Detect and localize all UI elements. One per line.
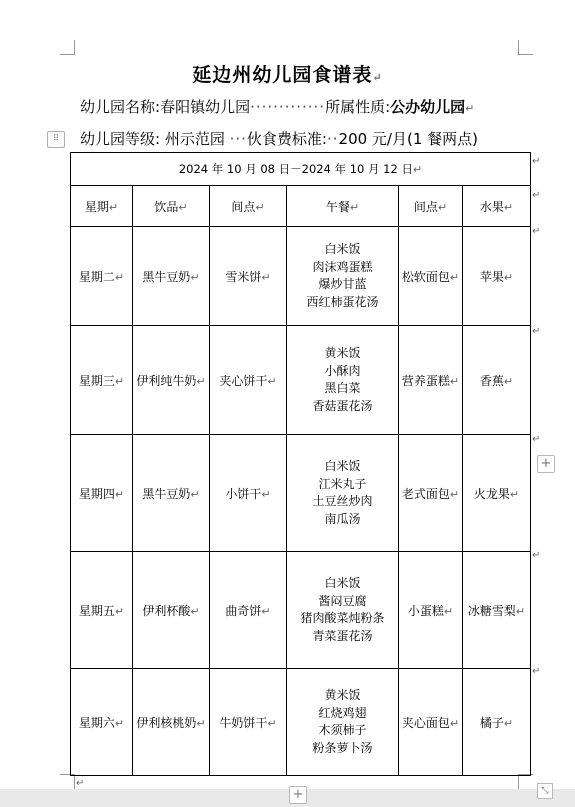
day-text: 星期六 (78, 715, 115, 730)
snack-text: 雪米饼 (225, 269, 262, 284)
fruit-text: 苹果 (479, 269, 504, 284)
fruit-cell[interactable] (463, 326, 531, 435)
day-text: 星期四 (78, 486, 115, 501)
paragraph-mark: ↵ (114, 716, 125, 730)
paragraph-mark: ↵ (503, 374, 514, 388)
lunch-item: 酱闷豆腐 (318, 593, 367, 608)
page-title[interactable] (0, 60, 575, 87)
fruit-text: 冰糖雪梨 (467, 603, 516, 618)
add-column-icon[interactable]: + (537, 455, 555, 473)
nature-value[interactable]: 公办幼儿园 (390, 98, 466, 116)
paragraph-mark: ↵ (449, 270, 460, 284)
header-day[interactable] (71, 186, 133, 227)
lunch-item: 香菇蛋花汤 (312, 398, 373, 413)
drink-text: 伊利核桃奶 (136, 715, 197, 730)
drink-text: 伊利纯牛奶 (136, 373, 197, 388)
level-dots: ··· (229, 130, 247, 148)
paragraph-mark: ↵ (261, 487, 271, 501)
fee-label[interactable]: 伙食费标准: (246, 130, 327, 148)
header-row (71, 186, 531, 227)
fee-dots: ·· (326, 130, 339, 148)
date-range-text: 2024 年 10 月 08 日－2024 年 10 月 12 日 (178, 162, 413, 176)
snack-text: 营养蛋糕 (401, 373, 450, 388)
crop-mark-bottom-right (518, 774, 533, 789)
day-cell[interactable] (71, 227, 133, 326)
header-fruit[interactable] (463, 186, 531, 227)
snack-text: 夹心饼干 (219, 373, 268, 388)
row-end-mark: ↵ (532, 550, 541, 561)
fruit-cell[interactable] (463, 669, 531, 776)
lunch-cell[interactable] (287, 552, 399, 669)
kindergarten-info-line[interactable] (80, 96, 474, 117)
lunch-item: 土豆丝炒肉 (312, 494, 373, 508)
lunch-cell[interactable] (287, 227, 399, 326)
name-value[interactable]: 春阳镇幼儿园 (160, 98, 251, 116)
fruit-text: 橘子 (479, 715, 504, 730)
header-snack2[interactable] (399, 186, 463, 227)
lunch-item: 肉沫鸡蛋糕 (312, 259, 373, 274)
snack1-cell[interactable] (210, 669, 287, 776)
paragraph-mark: ↵ (503, 200, 514, 214)
snack-text: 曲奇饼 (225, 603, 262, 618)
level-value[interactable]: 州示范园 (160, 130, 230, 148)
paragraph-mark: ↵ (261, 270, 271, 284)
name-dots: ············· (250, 98, 326, 116)
add-row-icon[interactable]: + (289, 786, 307, 804)
paragraph-mark: ↵ (114, 270, 125, 284)
day-text: 星期二 (78, 269, 115, 284)
paragraph-mark: ↵ (503, 716, 514, 730)
row-end-mark: ↵ (532, 326, 541, 337)
table-row (71, 435, 531, 552)
fruit-cell[interactable] (463, 552, 531, 669)
row-end-mark: ↵ (532, 434, 541, 445)
snack-text: 松软面包 (401, 269, 450, 284)
drink-text: 黑牛豆奶 (142, 486, 191, 501)
day-text: 星期三 (78, 373, 115, 388)
lunch-item: 黄米饭 (324, 346, 361, 360)
lunch-cell[interactable] (287, 669, 399, 776)
paragraph-mark: ↵ (372, 71, 383, 84)
header-text: 午餐 (325, 199, 350, 214)
paragraph-mark: ↵ (178, 200, 188, 214)
snack-text: 老式面包 (401, 486, 450, 501)
snack2-cell[interactable] (399, 435, 463, 552)
title-text[interactable]: 延边州幼儿园食谱表 (192, 64, 373, 86)
day-cell[interactable] (71, 326, 133, 435)
lunch-item: 红烧鸡翅 (318, 705, 367, 720)
paragraph-mark: ↵ (114, 374, 125, 388)
lunch-item: 白米饭 (324, 242, 361, 256)
crop-mark-top-left (60, 40, 75, 55)
lunch-item: 南瓜汤 (324, 511, 361, 526)
lunch-item: 猪肉酸菜炖粉条 (300, 611, 385, 625)
day-cell[interactable] (71, 435, 133, 552)
document-end-mark: ↵ (76, 778, 85, 789)
lunch-item: 黑白菜 (324, 381, 361, 395)
level-label[interactable]: 幼儿园等级: (80, 130, 161, 148)
nature-label[interactable]: 所属性质: (325, 98, 391, 116)
paragraph-mark: ↵ (267, 716, 277, 730)
snack2-cell[interactable] (399, 326, 463, 435)
paragraph-mark: ↵ (108, 200, 119, 214)
snack-text: 夹心面包 (401, 715, 450, 730)
header-text: 间点 (413, 199, 438, 214)
fruit-cell[interactable] (463, 227, 531, 326)
paragraph-mark: ↵ (509, 487, 520, 501)
row-end-mark: ↵ (532, 190, 541, 201)
row-end-mark: ↵ (532, 666, 541, 677)
drink-cell[interactable] (133, 326, 210, 435)
crop-mark-bottom-left (60, 774, 75, 789)
snack2-cell[interactable] (399, 552, 463, 669)
row-end-mark: ↵ (532, 156, 541, 167)
drink-text: 黑牛豆奶 (142, 269, 191, 284)
snack1-cell[interactable] (210, 435, 287, 552)
menu-table[interactable] (70, 152, 531, 776)
table-resize-icon[interactable]: ⤡ (537, 783, 553, 799)
paragraph-mark: ↵ (114, 487, 125, 501)
lunch-item: 江米丸子 (318, 476, 367, 491)
header-drink[interactable] (133, 186, 210, 227)
paragraph-mark: ↵ (503, 270, 514, 284)
fruit-text: 火龙果 (473, 486, 510, 501)
table-row (71, 552, 531, 669)
lunch-item: 白米饭 (324, 576, 361, 590)
paragraph-mark: ↵ (515, 604, 526, 618)
header-text: 星期 (84, 199, 109, 214)
fruit-text: 香蕉 (479, 373, 504, 388)
paragraph-mark: ↵ (267, 374, 277, 388)
drink-text: 伊利杯酸 (142, 603, 191, 618)
drink-cell[interactable] (133, 435, 210, 552)
date-range-cell[interactable] (71, 153, 531, 186)
paragraph-mark: ↵ (349, 200, 360, 214)
drink-cell[interactable] (133, 227, 210, 326)
status-bar (0, 789, 575, 807)
paragraph-mark: ↵ (412, 163, 423, 176)
table-row (71, 326, 531, 435)
snack1-cell[interactable] (210, 552, 287, 669)
day-cell[interactable] (71, 552, 133, 669)
header-text: 水果 (479, 199, 504, 214)
paragraph-mark: ↵ (449, 487, 460, 501)
paragraph-mark: ↵ (190, 487, 200, 501)
paragraph-mark: ↵ (449, 716, 460, 730)
header-snack1[interactable] (210, 186, 287, 227)
paragraph-mark: ↵ (261, 604, 271, 618)
name-label[interactable]: 幼儿园名称: (80, 98, 161, 116)
paragraph-mark: ↵ (114, 604, 125, 618)
paragraph-mark: ↵ (443, 604, 454, 618)
header-text: 饮品 (154, 199, 179, 214)
lunch-item: 西红柿蛋花汤 (306, 294, 379, 309)
day-cell[interactable] (71, 669, 133, 776)
paragraph-mark: ↵ (437, 200, 448, 214)
day-text: 星期五 (78, 603, 115, 618)
paragraph-mark: ↵ (449, 374, 460, 388)
paragraph-mark: ↵ (196, 716, 206, 730)
date-range-row (71, 153, 531, 186)
lunch-item: 木须柿子 (318, 723, 367, 737)
snack-text: 牛奶饼干 (219, 715, 268, 730)
table-move-handle-icon[interactable]: ⠿ (47, 131, 65, 148)
paragraph-mark: ↵ (190, 604, 200, 618)
table-row (71, 669, 531, 776)
snack2-cell[interactable] (399, 227, 463, 326)
lunch-item: 粉条萝卜汤 (312, 740, 373, 755)
lunch-cell[interactable] (287, 326, 399, 435)
paragraph-mark: ↵ (190, 270, 200, 284)
table-row (71, 227, 531, 326)
drink-cell[interactable] (133, 669, 210, 776)
lunch-item: 青菜蛋花汤 (312, 628, 373, 643)
snack-text: 小饼干 (225, 486, 262, 501)
lunch-item: 小酥肉 (324, 363, 361, 378)
row-end-mark: ↵ (532, 226, 541, 237)
paragraph-mark: ↵ (465, 102, 475, 115)
lunch-item: 黄米饭 (324, 688, 361, 702)
snack1-cell[interactable] (210, 326, 287, 435)
drink-cell[interactable] (133, 552, 210, 669)
snack-text: 小蛋糕 (407, 603, 444, 618)
paragraph-mark: ↵ (196, 374, 206, 388)
header-text: 间点 (231, 199, 256, 214)
crop-mark-top-right (518, 40, 533, 55)
snack1-cell[interactable] (210, 227, 287, 326)
fee-value[interactable]: 200 元/月(1 餐两点) (338, 130, 478, 148)
paragraph-mark: ↵ (255, 200, 265, 214)
lunch-cell[interactable] (287, 435, 399, 552)
level-fee-line[interactable] (80, 128, 478, 149)
header-lunch[interactable] (287, 186, 399, 227)
lunch-item: 爆炒甘蓝 (318, 277, 367, 291)
snack2-cell[interactable] (399, 669, 463, 776)
lunch-item: 白米饭 (324, 459, 361, 473)
fruit-cell[interactable] (463, 435, 531, 552)
